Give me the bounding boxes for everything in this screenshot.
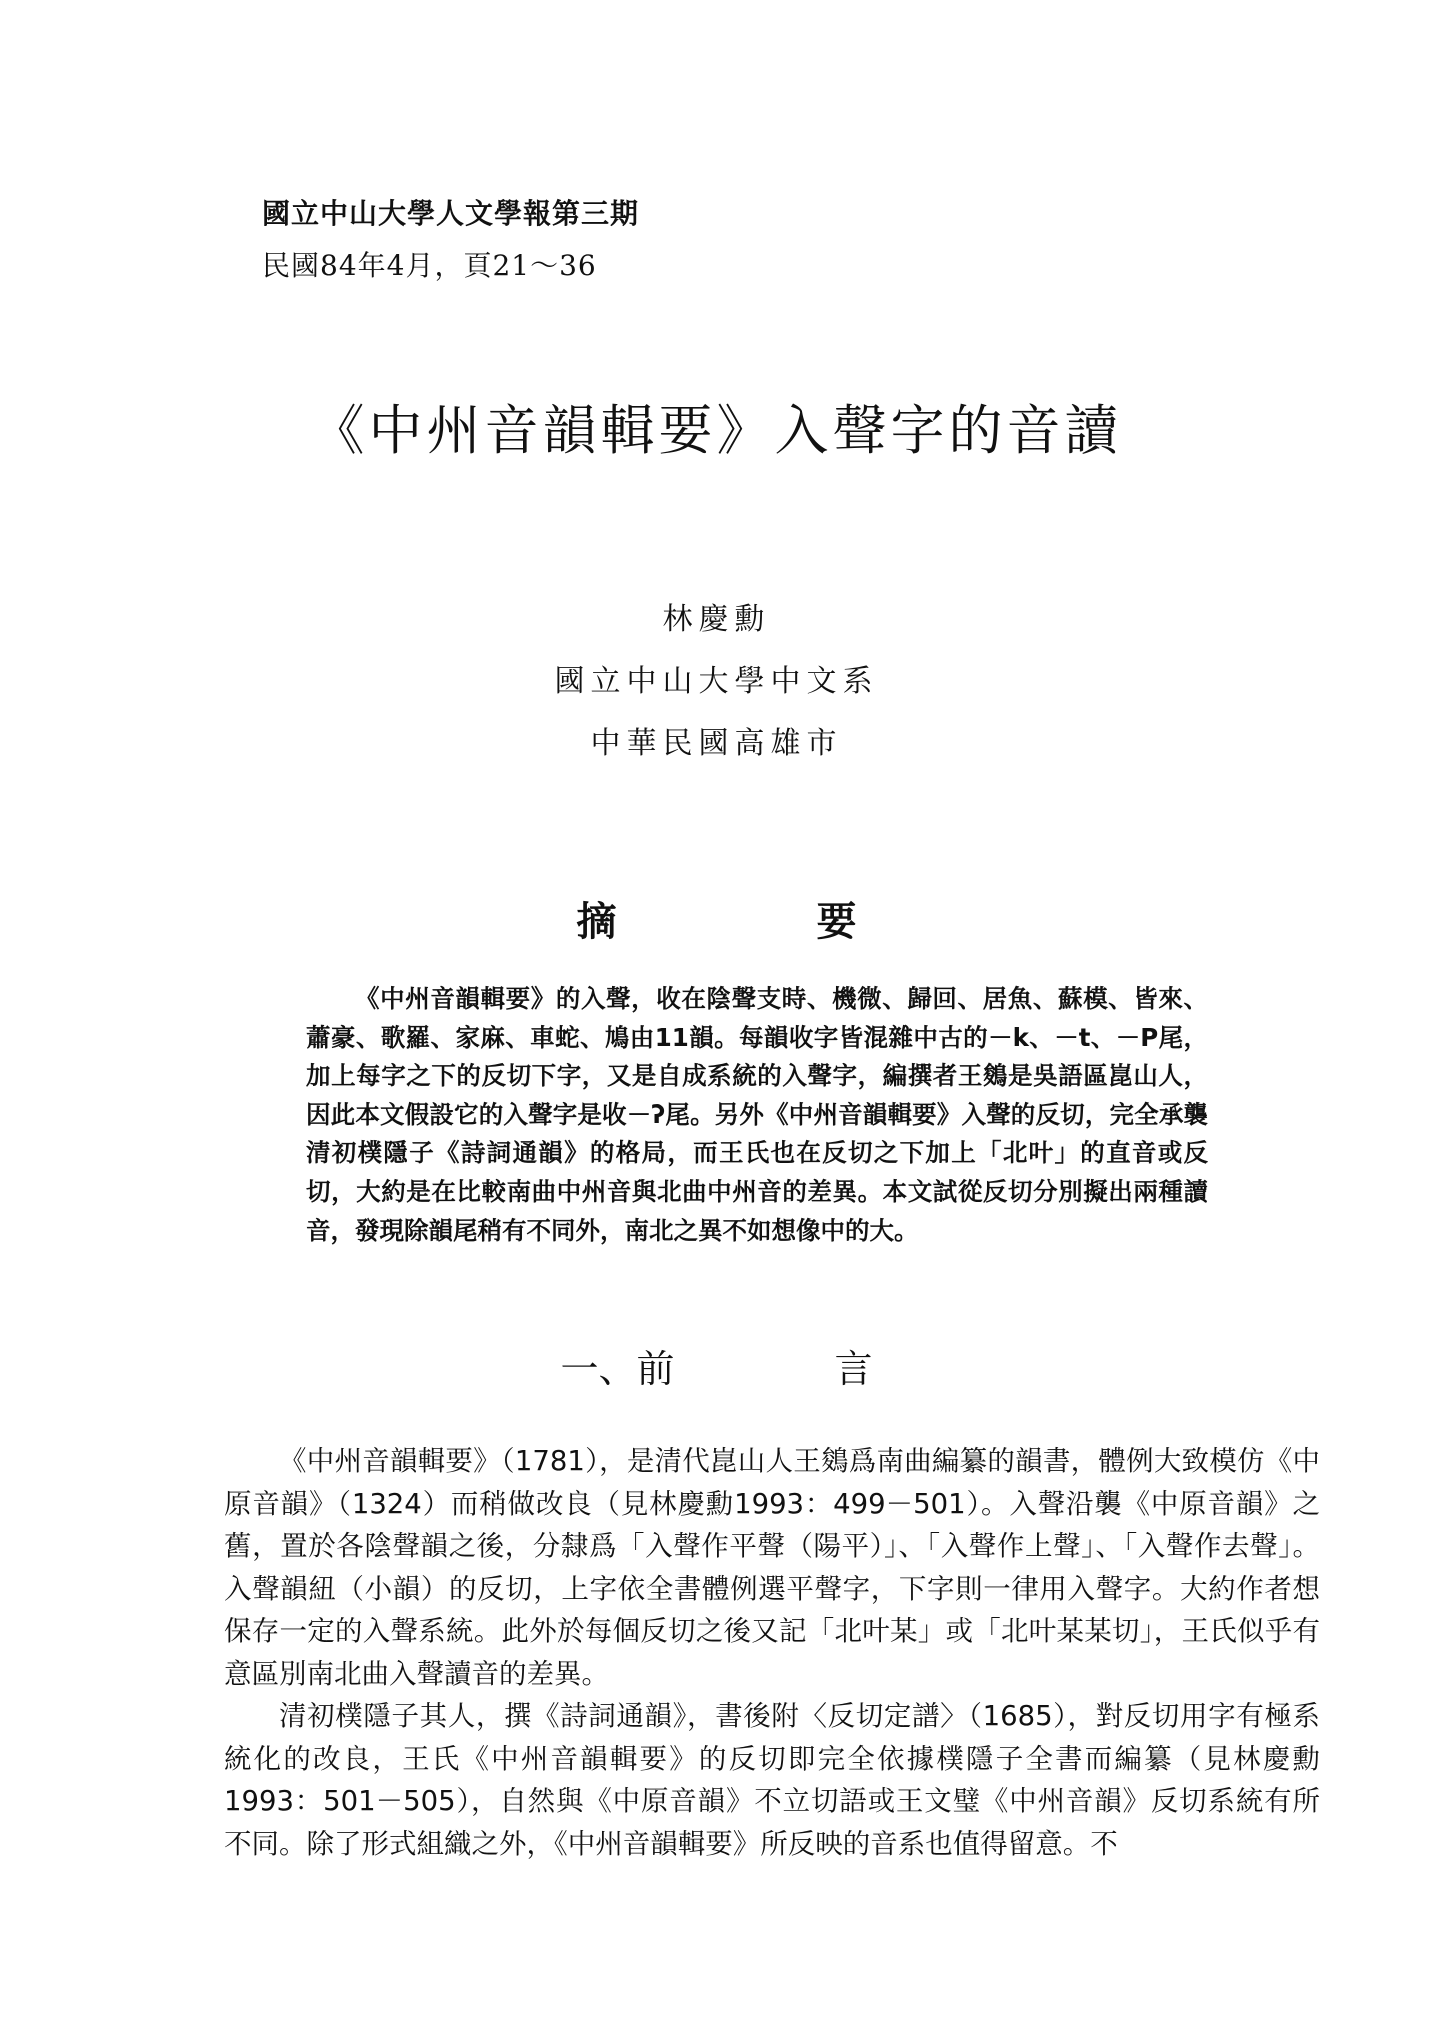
abstract-heading-left: 摘 <box>576 898 617 945</box>
paper-title: 《中州音韻輯要》入聲字的音讀 <box>310 399 1123 462</box>
author-department: 國立中山大學中文系 <box>554 664 879 699</box>
body-paragraph-2: 清初樸隱子其人，撰《詩詞通韻》，書後附〈反切定譜〉（1685），對反切用字有極系統化的改良，王氏《中州音韻輯要》的反切即完全依據樸隱子全書而編纂（見林慶勳1993：501－505），自然與《中原音韻》不立切語或王文璧《中州音韻》反切系統有所不同。除了形式組織之外，《中州音韻輯要》所反映的音系也值得留意。不 <box>224 1700 1320 1860</box>
author-name: 林慶勳 <box>662 602 771 637</box>
journal-name: 國立中山大學人文學報第三期 <box>262 197 640 230</box>
abstract-body <box>306 980 1208 1250</box>
journal-date-pages: 民國84年4月，頁21～36 <box>262 249 597 282</box>
abstract-heading-right: 要 <box>816 898 857 945</box>
author-location: 中華民國高雄市 <box>590 726 843 761</box>
abstract-heading <box>0 890 1433 947</box>
section-heading-left: 一、前 <box>560 1347 675 1391</box>
section-heading-introduction <box>0 1338 1433 1393</box>
section-body <box>224 1440 1320 1865</box>
body-paragraph-1: 《中州音韻輯要》（1781），是清代崑山人王鵕爲南曲編纂的韻書，體例大致模仿《中原音韻》（1324）而稍做改良（見林慶勳1993：499－501）。入聲沿襲《中原音韻》之舊，置於各陰聲韻之後，分隸爲「入聲作平聲（陽平）」、「入聲作上聲」、「入聲作去聲」。入聲韻紐（小韻）的反切，上字依全書體例選平聲字，下字則一律用入聲字。大約作者想保存一定的入聲系統。此外於每個反切之後又記「北叶某」或「北叶某某切」，王氏似乎有意區別南北曲入聲讀音的差異。 <box>224 1445 1320 1690</box>
section-heading-right: 言 <box>834 1347 873 1391</box>
abstract-paragraph: 《中州音韻輯要》的入聲，收在陰聲支時、機微、歸回、居魚、蘇模、皆來、蕭豪、歌羅、家麻、車蛇、鳩由11韻。每韻收字皆混雜中古的－k、－t、－P尾，加上每字之下的反切下字，又是自成系統的入聲字，編撰者王鵕是吳語區崑山人，因此本文假設它的入聲字是收－ʔ尾。另外《中州音韻輯要》入聲的反切，完全承襲清初樸隱子《詩詞通韻》的格局，而王氏也在反切之下加上「北叶」的直音或反切，大約是在比較南曲中州音與北曲中州音的差異。本文試從反切分別擬出兩種讀音，發現除韻尾稍有不同外，南北之異不如想像中的大。 <box>306 984 1208 1245</box>
